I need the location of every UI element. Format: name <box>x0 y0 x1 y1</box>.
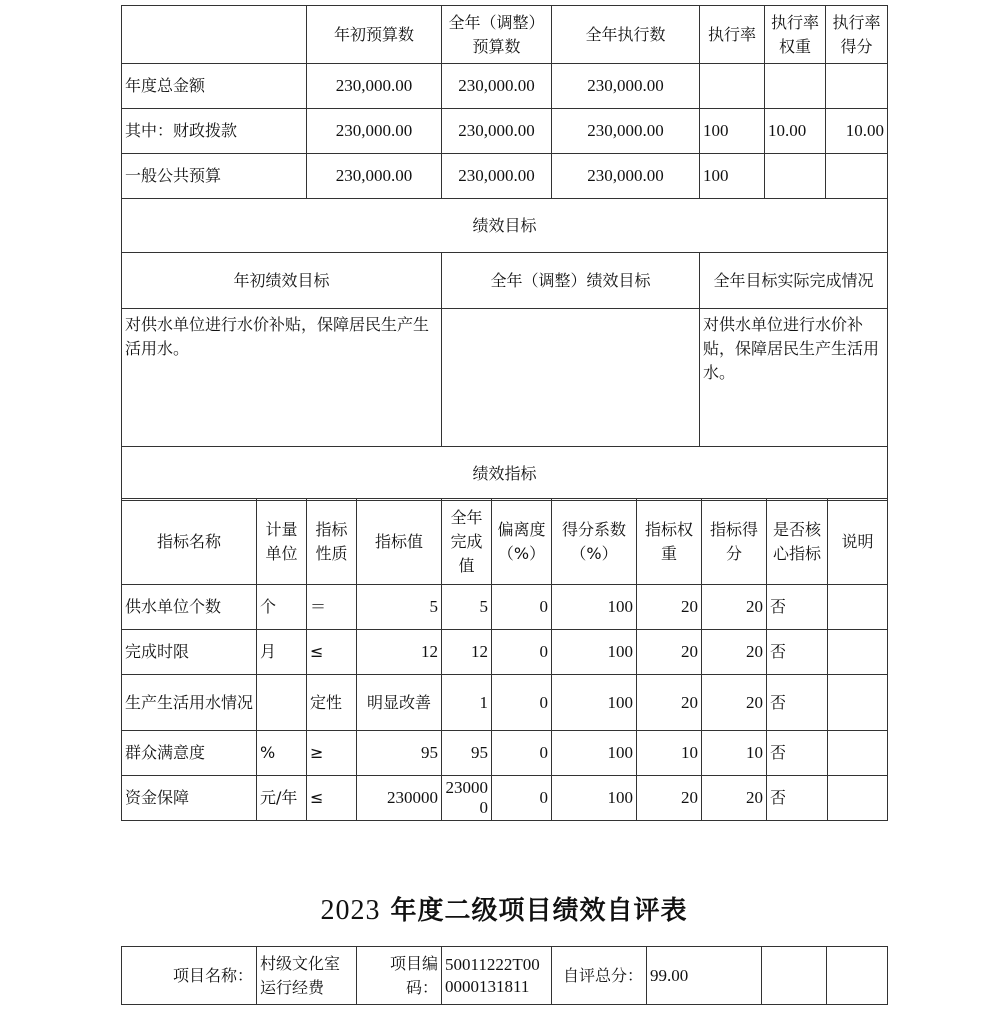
project-header-empty-cell <box>827 947 888 1005</box>
budget-row-weight <box>765 154 826 199</box>
indicator-table <box>121 498 888 821</box>
budget-row-executed: 230,000.00 <box>552 109 700 154</box>
budget-row-label: 年度总金额 <box>122 64 307 109</box>
budget-table <box>121 5 888 501</box>
form-title <box>121 890 887 927</box>
budget-row <box>122 109 888 154</box>
indicator-nature: ≤ <box>307 630 357 675</box>
indicator-coef: 100 <box>552 776 637 821</box>
budget-row-executed: 230,000.00 <box>552 154 700 199</box>
goals-actual-text: 对供水单位进行水价补贴，保障居民生产生活用水。 <box>700 309 888 447</box>
project-name-label: 项目名称： <box>122 947 257 1005</box>
project-header-table <box>121 946 888 1005</box>
indicator-header-nature: 指标性质 <box>307 499 357 585</box>
indicator-note <box>828 630 888 675</box>
indicator-header-row <box>122 499 888 585</box>
indicator-target: 95 <box>357 731 442 776</box>
goals-content-row <box>122 309 888 447</box>
indicator-header-weight: 指标权重 <box>637 499 702 585</box>
goals-header-initial: 年初绩效目标 <box>122 253 442 309</box>
goals-header-row <box>122 253 888 309</box>
indicators-section-title: 绩效指标 <box>122 447 888 501</box>
budget-row <box>122 154 888 199</box>
budget-row <box>122 64 888 109</box>
budget-header-blank <box>122 6 307 64</box>
budget-row-rate <box>700 64 765 109</box>
indicator-header-score: 指标得分 <box>702 499 767 585</box>
indicator-weight: 20 <box>637 776 702 821</box>
budget-row-initial: 230,000.00 <box>307 154 442 199</box>
indicator-header-deviation: 偏离度（%） <box>492 499 552 585</box>
indicator-unit: 个 <box>257 585 307 630</box>
goals-section-row <box>122 199 888 253</box>
indicator-target: 230000 <box>357 776 442 821</box>
indicator-score: 20 <box>702 675 767 731</box>
indicator-weight: 20 <box>637 585 702 630</box>
indicator-target: 明显改善 <box>357 675 442 731</box>
indicator-header-coef: 得分系数（%） <box>552 499 637 585</box>
indicator-score: 20 <box>702 776 767 821</box>
indicator-name: 群众满意度 <box>122 731 257 776</box>
indicator-header-unit: 计量单位 <box>257 499 307 585</box>
indicator-weight: 20 <box>637 675 702 731</box>
indicator-coef: 100 <box>552 731 637 776</box>
budget-row-rate: 100 <box>700 154 765 199</box>
budget-row-score: 10.00 <box>826 109 888 154</box>
indicator-deviation: 0 <box>492 675 552 731</box>
indicator-header-done: 全年完成值 <box>442 499 492 585</box>
budget-header-rate: 执行率 <box>700 6 765 64</box>
goals-header-actual: 全年目标实际完成情况 <box>700 253 888 309</box>
indicator-core: 否 <box>767 585 828 630</box>
indicator-done: 1 <box>442 675 492 731</box>
indicator-note <box>828 731 888 776</box>
indicator-deviation: 0 <box>492 776 552 821</box>
indicators-section-row <box>122 447 888 501</box>
indicator-nature: 定性 <box>307 675 357 731</box>
indicator-unit: 月 <box>257 630 307 675</box>
indicator-coef: 100 <box>552 675 637 731</box>
indicator-nature: ≤ <box>307 776 357 821</box>
project-header-empty-cell <box>762 947 827 1005</box>
budget-header-initial: 年初预算数 <box>307 6 442 64</box>
budget-row-label: 其中：财政拨款 <box>122 109 307 154</box>
indicator-header-core: 是否核心指标 <box>767 499 828 585</box>
budget-header-weight: 执行率权重 <box>765 6 826 64</box>
form-title-text: 年度二级项目绩效自评表 <box>380 896 688 926</box>
indicator-weight: 20 <box>637 630 702 675</box>
budget-row-executed: 230,000.00 <box>552 64 700 109</box>
project-code-value: 50011222T000000131811 <box>442 947 552 1005</box>
indicator-row <box>122 731 888 776</box>
budget-header-adjusted: 全年（调整）预算数 <box>442 6 552 64</box>
indicator-deviation: 0 <box>492 630 552 675</box>
indicator-name: 完成时限 <box>122 630 257 675</box>
budget-header-row <box>122 6 888 64</box>
indicator-nature: ＝ <box>307 585 357 630</box>
budget-row-label: 一般公共预算 <box>122 154 307 199</box>
budget-header-score: 执行率得分 <box>826 6 888 64</box>
indicator-core: 否 <box>767 776 828 821</box>
total-score-label: 自评总分： <box>552 947 647 1005</box>
indicator-done: 12 <box>442 630 492 675</box>
indicator-unit: % <box>257 731 307 776</box>
indicator-note <box>828 585 888 630</box>
indicator-done: 95 <box>442 731 492 776</box>
budget-row-initial: 230,000.00 <box>307 64 442 109</box>
indicator-weight: 10 <box>637 731 702 776</box>
project-name-value: 村级文化室运行经费 <box>257 947 357 1005</box>
indicator-unit <box>257 675 307 731</box>
total-score-value: 99.00 <box>647 947 762 1005</box>
indicator-core: 否 <box>767 731 828 776</box>
indicator-unit: 元/年 <box>257 776 307 821</box>
project-code-label: 项目编码： <box>357 947 442 1005</box>
indicator-row <box>122 585 888 630</box>
budget-header-executed: 全年执行数 <box>552 6 700 64</box>
indicator-target: 12 <box>357 630 442 675</box>
budget-row-adjusted: 230,000.00 <box>442 109 552 154</box>
indicator-deviation: 0 <box>492 731 552 776</box>
indicator-header-target: 指标值 <box>357 499 442 585</box>
form-title-year: 2023 <box>320 895 381 926</box>
indicator-done: 5 <box>442 585 492 630</box>
budget-row-weight <box>765 64 826 109</box>
indicator-coef: 100 <box>552 630 637 675</box>
goals-adjusted-text <box>442 309 700 447</box>
indicator-note <box>828 776 888 821</box>
indicator-score: 20 <box>702 630 767 675</box>
indicator-name: 生产生活用水情况 <box>122 675 257 731</box>
budget-row-initial: 230,000.00 <box>307 109 442 154</box>
project-header-row <box>122 947 888 1005</box>
indicator-core: 否 <box>767 675 828 731</box>
budget-row-score <box>826 64 888 109</box>
indicator-name: 供水单位个数 <box>122 585 257 630</box>
indicator-core: 否 <box>767 630 828 675</box>
budget-row-score <box>826 154 888 199</box>
indicator-score: 10 <box>702 731 767 776</box>
indicator-row <box>122 675 888 731</box>
indicator-coef: 100 <box>552 585 637 630</box>
budget-row-weight: 10.00 <box>765 109 826 154</box>
indicator-target: 5 <box>357 585 442 630</box>
indicator-nature: ≥ <box>307 731 357 776</box>
budget-row-adjusted: 230,000.00 <box>442 64 552 109</box>
indicator-header-name: 指标名称 <box>122 499 257 585</box>
indicator-row <box>122 776 888 821</box>
goals-initial-text: 对供水单位进行水价补贴，保障居民生产生活用水。 <box>122 309 442 447</box>
goals-header-adjusted: 全年（调整）绩效目标 <box>442 253 700 309</box>
indicator-header-note: 说明 <box>828 499 888 585</box>
indicator-deviation: 0 <box>492 585 552 630</box>
budget-row-rate: 100 <box>700 109 765 154</box>
indicator-note <box>828 675 888 731</box>
indicator-row <box>122 630 888 675</box>
indicator-score: 20 <box>702 585 767 630</box>
indicator-name: 资金保障 <box>122 776 257 821</box>
goals-section-title: 绩效目标 <box>122 199 888 253</box>
indicator-done: 230000 <box>442 776 492 821</box>
budget-row-adjusted: 230,000.00 <box>442 154 552 199</box>
